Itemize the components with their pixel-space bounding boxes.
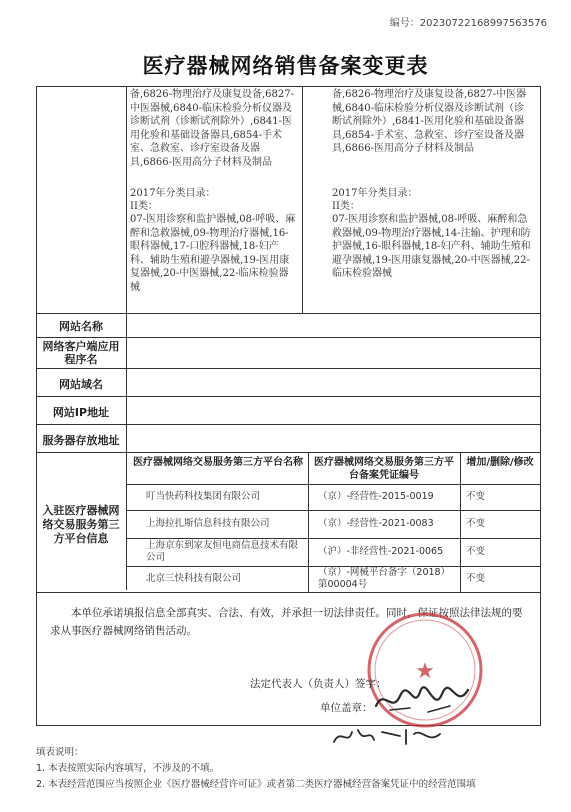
label-column-divider <box>126 86 127 590</box>
label-platform-info: 入驻医疗器械网络交易服务第三方平台信息 <box>42 504 120 545</box>
platform-name: 上海拉扎斯信息科技有限公司 <box>146 518 270 529</box>
row-line <box>36 592 540 593</box>
platform-col-divider <box>308 452 309 592</box>
platform-record: （沪）-非经营性-2021-0065 <box>318 546 444 557</box>
label-client-name: 网络客户端应用程序名 <box>42 340 120 366</box>
platform-record: （京）-经营性-2021-0083 <box>318 518 434 529</box>
row-line <box>126 510 540 511</box>
handwritten-date-icon <box>330 722 450 750</box>
platform-name: 叮当快药科技集团有限公司 <box>146 491 261 502</box>
scope-before-2017-class: II类： <box>130 201 158 212</box>
svg-text:★: ★ <box>415 659 435 684</box>
row-line <box>36 313 540 314</box>
platform-change: 不变 <box>466 518 486 529</box>
document-number: 编号：20230722168997563576 <box>389 18 547 29</box>
row-line <box>36 368 540 369</box>
commitment-statement: 本单位承诺填报信息全部真实、合法、有效，并承担一切法律责任。同时，保证按照法律法规的要求从事医疗器械网络销售活动。 <box>50 607 523 637</box>
scope-after-2017: 07-医用诊察和监护器械,08-呼吸、麻醉和急救器械,09-物理治疗器械,14-注输、护理和防护器械,16-眼科器械,18-妇产科、辅助生殖和避孕器械,19-医用康复器械,20-中医器械,22-临床检验器械 <box>332 214 531 279</box>
platform-name: 北京三快科技有限公司 <box>146 573 242 584</box>
scope-after-2017-title: 2017年分类目录： <box>332 188 418 199</box>
row-line <box>126 538 540 539</box>
label-domain: 网站域名 <box>59 378 103 391</box>
note-item: 2. 本表经营范围应当按照企业《医疗器械经营许可证》或者第二类医疗器械经营备案凭证中的经营范围填 <box>36 779 476 790</box>
header-change: 增加/删除/修改 <box>466 457 534 468</box>
scope-before-2017: 07-医用诊察和监护器械,08-呼吸、麻醉和急救器械,09-物理治疗器械,16-眼科器械,17-口腔科器械,18-妇产科、辅助生殖和避孕器械,19-医用康复器械,20-中医器械,22-临床检验器械 <box>130 214 296 293</box>
label-server: 服务器存放地址 <box>42 434 120 447</box>
platform-col-divider <box>460 452 461 592</box>
platform-change: 不变 <box>466 546 486 557</box>
row-line <box>126 484 540 485</box>
page-title: 医疗器械网络销售备案变更表 <box>142 54 429 78</box>
row-line <box>36 452 540 453</box>
platform-name: 上海京东到家友恒电商信息技术有限公司 <box>146 540 299 563</box>
row-line <box>36 424 540 425</box>
row-line <box>36 337 540 338</box>
platform-record: （京）-经营性-2015-0019 <box>318 491 434 502</box>
header-platform-name: 医疗器械网络交易服务第三方平台名称 <box>133 457 303 468</box>
label-site-name: 网站名称 <box>59 320 103 333</box>
column-divider <box>302 86 303 313</box>
scope-after-2002: 备,6826-物理治疗及康复设备,6827-中医器械,6840-临床检验分析仪器及诊断试剂（诊断试剂除外）,6841-医用化验和基础设备器具,6854-手术室、急救室、诊疗室设备及器具,6866-医用高分子材料及制品 <box>332 89 527 154</box>
header-platform-record: 医疗器械网络交易服务第三方平台备案凭证编号 <box>314 457 454 481</box>
row-line <box>36 396 540 397</box>
unit-seal-label: 单位盖章： <box>320 702 373 714</box>
platform-record: （京）-网械平台备字（2018）第00004号 <box>318 567 451 590</box>
platform-change: 不变 <box>466 491 486 502</box>
notes-title: 填表说明： <box>36 747 84 758</box>
scope-before-2017-title: 2017年分类目录： <box>130 188 216 199</box>
note-item: 1. 本表按照实际内容填写，不涉及的不填。 <box>36 763 220 774</box>
handwritten-signature-icon <box>370 680 480 720</box>
legal-rep-label: 法定代表人（负责人）签字： <box>250 678 387 690</box>
scope-before-2002: 备,6826-物理治疗及康复设备,6827-中医器械,6840-临床检验分析仪器及诊断试剂（诊断试剂除外）,6841-医用化验和基础设备器具,6854-手术室、急救室、诊疗室设备及器具,6866-医用高分子材料及制品 <box>130 89 295 168</box>
label-ip: 网站IP地址 <box>52 406 110 419</box>
scope-after-2017-class: II类： <box>332 201 360 212</box>
platform-change: 不变 <box>466 573 486 584</box>
